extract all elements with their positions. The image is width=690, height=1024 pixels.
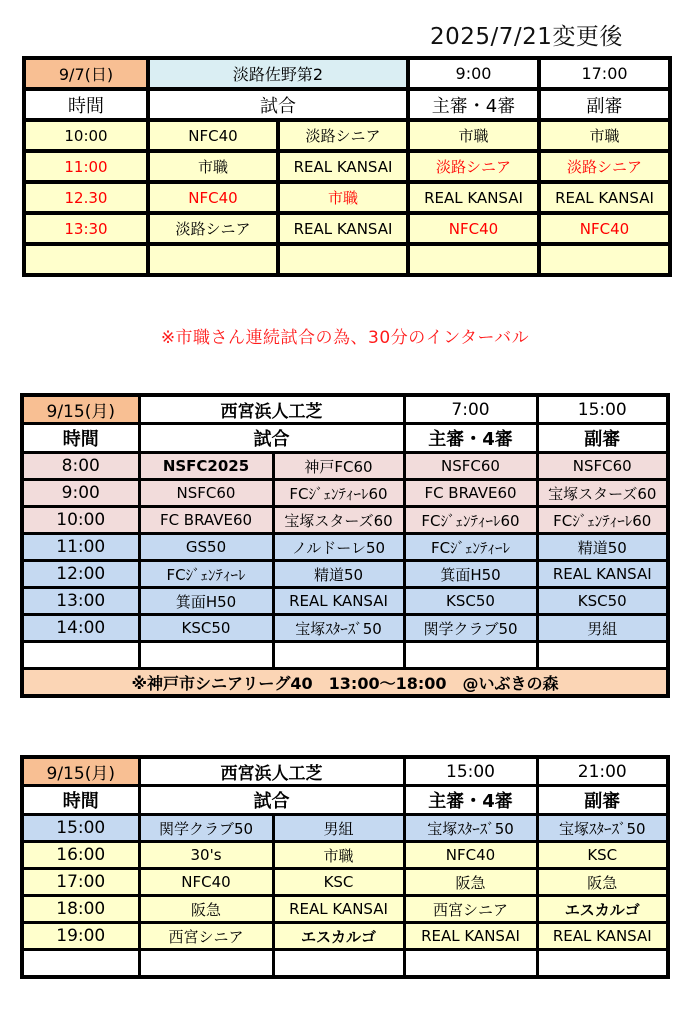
main-ref-cell: FCｼﾞｪﾝﾃｨｰﾚ60 [404, 507, 537, 534]
team-b-cell: ノルドーレ50 [273, 534, 404, 561]
header-assistant-ref: 副審 [539, 89, 670, 120]
team-b-cell: 宝塚ｽﾀｰｽﾞ50 [273, 615, 404, 642]
time-cell: 11:00 [24, 151, 148, 182]
main-ref-cell [404, 950, 537, 978]
team-b-cell [273, 642, 404, 669]
main-ref-cell: REAL KANSAI [404, 923, 537, 950]
venue-cell: 西宮浜人工芝 [139, 757, 404, 786]
team-a-cell: NFC40 [148, 120, 278, 151]
header-match: 試合 [139, 786, 404, 815]
date-cell: 9/7(日) [24, 58, 148, 89]
table-header-row [24, 89, 670, 120]
table-row-empty [22, 642, 668, 669]
team-b-cell: REAL KANSAI [273, 896, 404, 923]
header-main-ref: 主審・4審 [404, 424, 537, 453]
table-row [24, 120, 670, 151]
interval-note: ※市職さん連続試合の為、30分のインターバル [160, 328, 530, 348]
time-cell [22, 642, 139, 669]
schedule-table-nishinomiya-morning [20, 393, 670, 698]
header-assistant-ref: 副審 [537, 424, 668, 453]
team-b-cell: FCｼﾞｪﾝﾃｨｰﾚ60 [273, 480, 404, 507]
team-a-cell: NSFC60 [139, 480, 273, 507]
table-row [22, 453, 668, 480]
header-main-ref: 主審・4審 [408, 89, 539, 120]
team-a-cell: 30's [139, 842, 273, 869]
team-a-cell: 関学クラブ50 [139, 815, 273, 842]
header-main-ref: 主審・4審 [404, 786, 537, 815]
time-cell: 17:00 [22, 869, 139, 896]
team-b-cell: 宝塚スターズ60 [273, 507, 404, 534]
time-cell: 8:00 [22, 453, 139, 480]
team-b-cell: REAL KANSAI [278, 151, 408, 182]
main-ref-cell: 市職 [408, 120, 539, 151]
team-a-cell: 淡路シニア [148, 213, 278, 244]
assistant-ref-cell: エスカルゴ [537, 896, 668, 923]
time-cell [22, 950, 139, 978]
assistant-ref-cell [539, 244, 670, 275]
assistant-ref-cell: 市職 [539, 120, 670, 151]
team-b-cell: 市職 [278, 182, 408, 213]
header-time: 時間 [24, 89, 148, 120]
end-time-cell: 21:00 [537, 757, 668, 786]
table-row-empty [22, 950, 668, 978]
assistant-ref-cell: 宝塚スターズ60 [537, 480, 668, 507]
team-a-cell: GS50 [139, 534, 273, 561]
assistant-ref-cell: KSC50 [537, 588, 668, 615]
main-ref-cell: FCｼﾞｪﾝﾃｨｰﾚ [404, 534, 537, 561]
header-time: 時間 [22, 424, 139, 453]
start-time-cell: 7:00 [404, 395, 537, 424]
time-cell: 19:00 [22, 923, 139, 950]
table-row [22, 923, 668, 950]
team-a-cell: FCｼﾞｪﾝﾃｨｰﾚ [139, 561, 273, 588]
assistant-ref-cell: 宝塚ｽﾀｰｽﾞ50 [537, 815, 668, 842]
team-a-cell: 市職 [148, 151, 278, 182]
time-cell: 14:00 [22, 615, 139, 642]
table-row [24, 151, 670, 182]
main-ref-cell: 阪急 [404, 869, 537, 896]
team-a-cell [139, 950, 273, 978]
assistant-ref-cell: 阪急 [537, 869, 668, 896]
time-cell: 10:00 [24, 120, 148, 151]
main-ref-cell: FC BRAVE60 [404, 480, 537, 507]
team-a-cell: FC BRAVE60 [139, 507, 273, 534]
assistant-ref-cell: REAL KANSAI [537, 561, 668, 588]
schedule-table-awaji [22, 56, 672, 277]
team-b-cell: REAL KANSAI [278, 213, 408, 244]
assistant-ref-cell: NSFC60 [537, 453, 668, 480]
table-row [22, 480, 668, 507]
table-row [22, 534, 668, 561]
main-ref-cell: NFC40 [404, 842, 537, 869]
team-a-cell: 箕面H50 [139, 588, 273, 615]
team-b-cell: エスカルゴ [273, 923, 404, 950]
header-match: 試合 [139, 424, 404, 453]
main-ref-cell: 西宮シニア [404, 896, 537, 923]
team-a-cell: NSFC2025 [139, 453, 273, 480]
time-cell: 18:00 [22, 896, 139, 923]
schedule-table-nishinomiya-afternoon [20, 755, 670, 979]
main-ref-cell [408, 244, 539, 275]
team-a-cell: KSC50 [139, 615, 273, 642]
time-cell: 12:00 [22, 561, 139, 588]
table-row [22, 896, 668, 923]
assistant-ref-cell: 淡路シニア [539, 151, 670, 182]
team-b-cell [278, 244, 408, 275]
team-b-cell: 神戸FC60 [273, 453, 404, 480]
main-ref-cell: 箕面H50 [404, 561, 537, 588]
table-row [22, 561, 668, 588]
main-ref-cell: REAL KANSAI [408, 182, 539, 213]
assistant-ref-cell [537, 642, 668, 669]
table-row [24, 182, 670, 213]
team-a-cell [139, 642, 273, 669]
assistant-ref-cell: KSC [537, 842, 668, 869]
table-info-row [22, 757, 668, 786]
date-cell: 9/15(月) [22, 757, 139, 786]
team-b-cell: 精道50 [273, 561, 404, 588]
table-row [22, 815, 668, 842]
assistant-ref-cell: REAL KANSAI [539, 182, 670, 213]
team-a-cell: NFC40 [148, 182, 278, 213]
assistant-ref-cell: 男組 [537, 615, 668, 642]
main-ref-cell [404, 642, 537, 669]
table-row [22, 869, 668, 896]
revision-title: 2025/7/21変更後 [430, 24, 623, 50]
start-time-cell: 15:00 [404, 757, 537, 786]
team-a-cell: NFC40 [139, 869, 273, 896]
team-a-cell [148, 244, 278, 275]
assistant-ref-cell [537, 950, 668, 978]
end-time-cell: 15:00 [537, 395, 668, 424]
team-b-cell: 淡路シニア [278, 120, 408, 151]
table-row-empty [24, 244, 670, 275]
venue-cell: 西宮浜人工芝 [139, 395, 404, 424]
header-match: 試合 [148, 89, 408, 120]
time-cell: 11:00 [22, 534, 139, 561]
assistant-ref-cell: FCｼﾞｪﾝﾃｨｰﾚ60 [537, 507, 668, 534]
team-a-cell: 西宮シニア [139, 923, 273, 950]
table-info-row [24, 58, 670, 89]
venue-cell: 淡路佐野第2 [148, 58, 408, 89]
table-row [22, 842, 668, 869]
team-b-cell: REAL KANSAI [273, 588, 404, 615]
team-b-cell: KSC [273, 869, 404, 896]
table-row [24, 213, 670, 244]
league-note: ※神戸市シニアリーグ40 13:00～18:00 @いぶきの森 [22, 669, 668, 697]
main-ref-cell: NFC40 [408, 213, 539, 244]
time-cell [24, 244, 148, 275]
footer-note-row [22, 669, 668, 697]
team-b-cell: 男組 [273, 815, 404, 842]
main-ref-cell: 宝塚ｽﾀｰｽﾞ50 [404, 815, 537, 842]
table-header-row [22, 424, 668, 453]
main-ref-cell: NSFC60 [404, 453, 537, 480]
table-header-row [22, 786, 668, 815]
assistant-ref-cell: REAL KANSAI [537, 923, 668, 950]
header-assistant-ref: 副審 [537, 786, 668, 815]
end-time-cell: 17:00 [539, 58, 670, 89]
team-a-cell: 阪急 [139, 896, 273, 923]
main-ref-cell: 関学クラブ50 [404, 615, 537, 642]
table-row [22, 588, 668, 615]
header-time: 時間 [22, 786, 139, 815]
time-cell: 13:30 [24, 213, 148, 244]
table-row [22, 507, 668, 534]
date-cell: 9/15(月) [22, 395, 139, 424]
main-ref-cell: 淡路シニア [408, 151, 539, 182]
time-cell: 9:00 [22, 480, 139, 507]
start-time-cell: 9:00 [408, 58, 539, 89]
main-ref-cell: KSC50 [404, 588, 537, 615]
time-cell: 13:00 [22, 588, 139, 615]
time-cell: 10:00 [22, 507, 139, 534]
assistant-ref-cell: NFC40 [539, 213, 670, 244]
time-cell: 15:00 [22, 815, 139, 842]
assistant-ref-cell: 精道50 [537, 534, 668, 561]
table-row [22, 615, 668, 642]
time-cell: 16:00 [22, 842, 139, 869]
team-b-cell: 市職 [273, 842, 404, 869]
table-info-row [22, 395, 668, 424]
time-cell: 12.30 [24, 182, 148, 213]
team-b-cell [273, 950, 404, 978]
